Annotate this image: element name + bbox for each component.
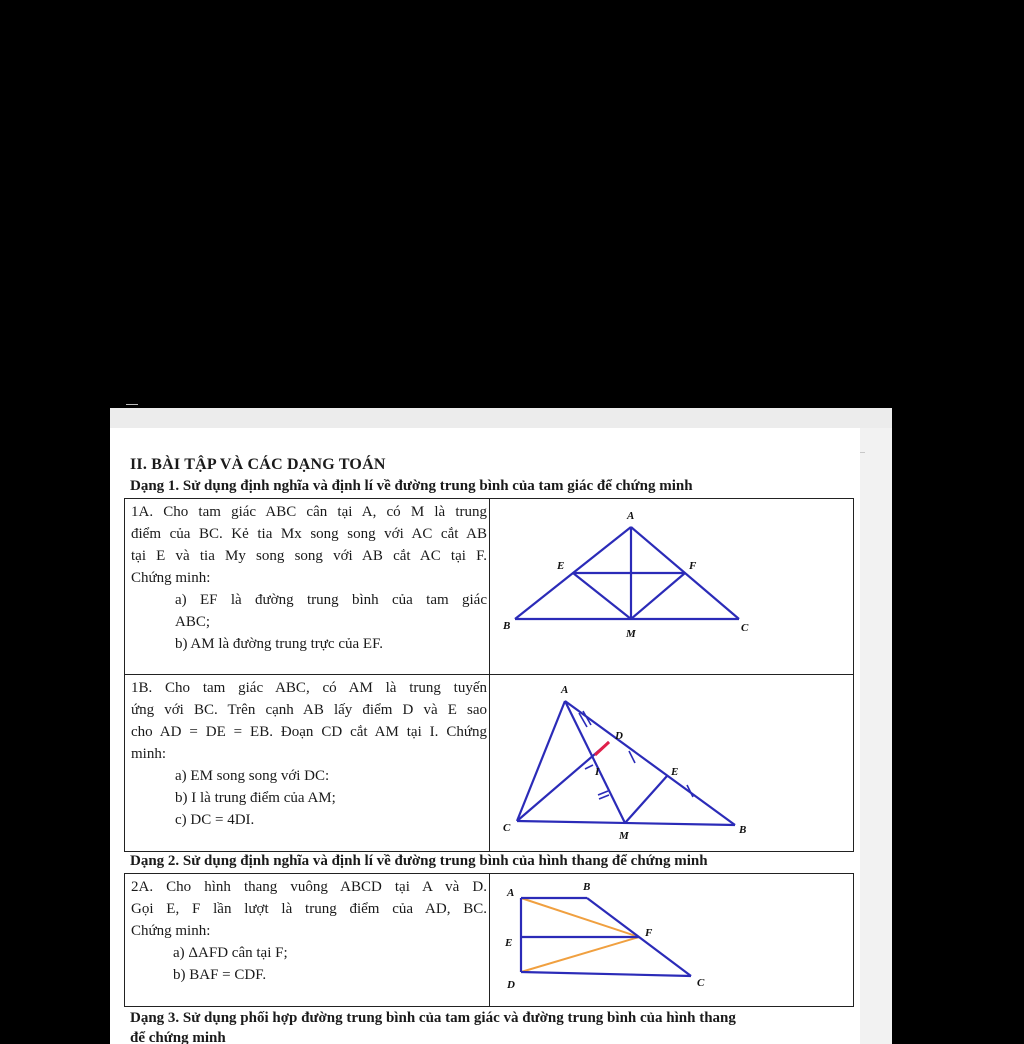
dang1-heading: Dạng 1. Sử dụng định nghĩa và định lí về đường trung bình của tam giác để chứng minh [130, 478, 693, 494]
p1a-line: tại E và tia My song song với AB cắt AC tại F. [131, 548, 487, 564]
label-d: D [507, 979, 515, 991]
problem-1a-text [131, 501, 487, 655]
dang3-heading-continued: để chứng minh [130, 1030, 226, 1044]
figure-2a [491, 874, 853, 1006]
label-d: D [615, 730, 623, 742]
dang2-heading: Dạng 2. Sử dụng định nghĩa và định lí về đường trung bình của hình thang để chứng minh [130, 853, 708, 869]
p2a-line: Chứng minh: [131, 923, 211, 939]
p1a-line: Chứng minh: [131, 570, 211, 586]
p1b-line: b) I là trung điểm của AM; [175, 790, 336, 806]
label-e: E [557, 560, 565, 572]
label-c: C [697, 977, 705, 989]
label-m: M [626, 628, 636, 640]
label-a: A [627, 510, 635, 522]
dang3-heading: Dạng 3. Sử dụng phối hợp đường trung bình của tam giác và đường trung bình của hình thang [130, 1010, 736, 1026]
p1b-line: 1B. Cho tam giác ABC, có AM là trung tuyến [131, 680, 487, 696]
problem-1a-box [124, 498, 854, 675]
p2a-line: Gọi E, F lần lượt là trung điểm của AD, BC. [131, 901, 487, 917]
label-b: B [739, 824, 747, 836]
p1a-line: 1A. Cho tam giác ABC cân tại A, có M là trung [131, 504, 487, 520]
label-m: M [619, 830, 629, 842]
p1b-line: cho AD = DE = EB. Đoạn CD cắt AM tại I. Chứng [131, 724, 487, 740]
p1b-line: ứng với BC. Trên cạnh AB lấy điểm D và E sao [131, 702, 487, 718]
page-top-strip [110, 408, 892, 428]
margin-mark [126, 404, 138, 405]
p2a-line: 2A. Cho hình thang vuông ABCD tại A và D. [131, 879, 487, 895]
problem-2a-text [131, 876, 487, 986]
label-b: B [503, 620, 511, 632]
label-f: F [689, 560, 697, 572]
p1a-line: a) EF là đường trung bình của tam giác [175, 592, 487, 608]
figure-1b [491, 675, 853, 851]
label-a: A [561, 684, 569, 696]
section-title: II. BÀI TẬP VÀ CÁC DẠNG TOÁN [130, 456, 386, 473]
label-a: A [507, 887, 515, 899]
label-c: C [503, 822, 511, 834]
problem-1b-text [131, 677, 487, 831]
label-e: E [505, 937, 513, 949]
column-divider [489, 675, 490, 851]
problem-1b-box [124, 674, 854, 852]
label-f: F [645, 927, 653, 939]
p1a-line: b) AM là đường trung trực của EF. [175, 636, 383, 652]
label-b: B [583, 881, 591, 893]
label-e: E [671, 766, 679, 778]
p1b-line: minh: [131, 746, 167, 762]
column-divider [489, 499, 490, 674]
column-divider [489, 874, 490, 1006]
document-page [110, 428, 860, 1044]
problem-2a-box [124, 873, 854, 1007]
p1b-line: a) EM song song với DC: [175, 768, 330, 784]
p1a-line: ABC; [175, 614, 211, 630]
p2a-line: a) ΔAFD cân tại F; [173, 945, 288, 961]
page-gutter [860, 428, 892, 1044]
figure-1a [491, 499, 853, 675]
label-c: C [741, 622, 749, 634]
p2a-line: b) BAF = CDF. [173, 967, 267, 983]
label-i: I [595, 766, 600, 778]
p1a-line: điểm của BC. Kẻ tia Mx song song với AC cắt AB [131, 526, 487, 542]
p1b-line: c) DC = 4DI. [175, 812, 255, 828]
